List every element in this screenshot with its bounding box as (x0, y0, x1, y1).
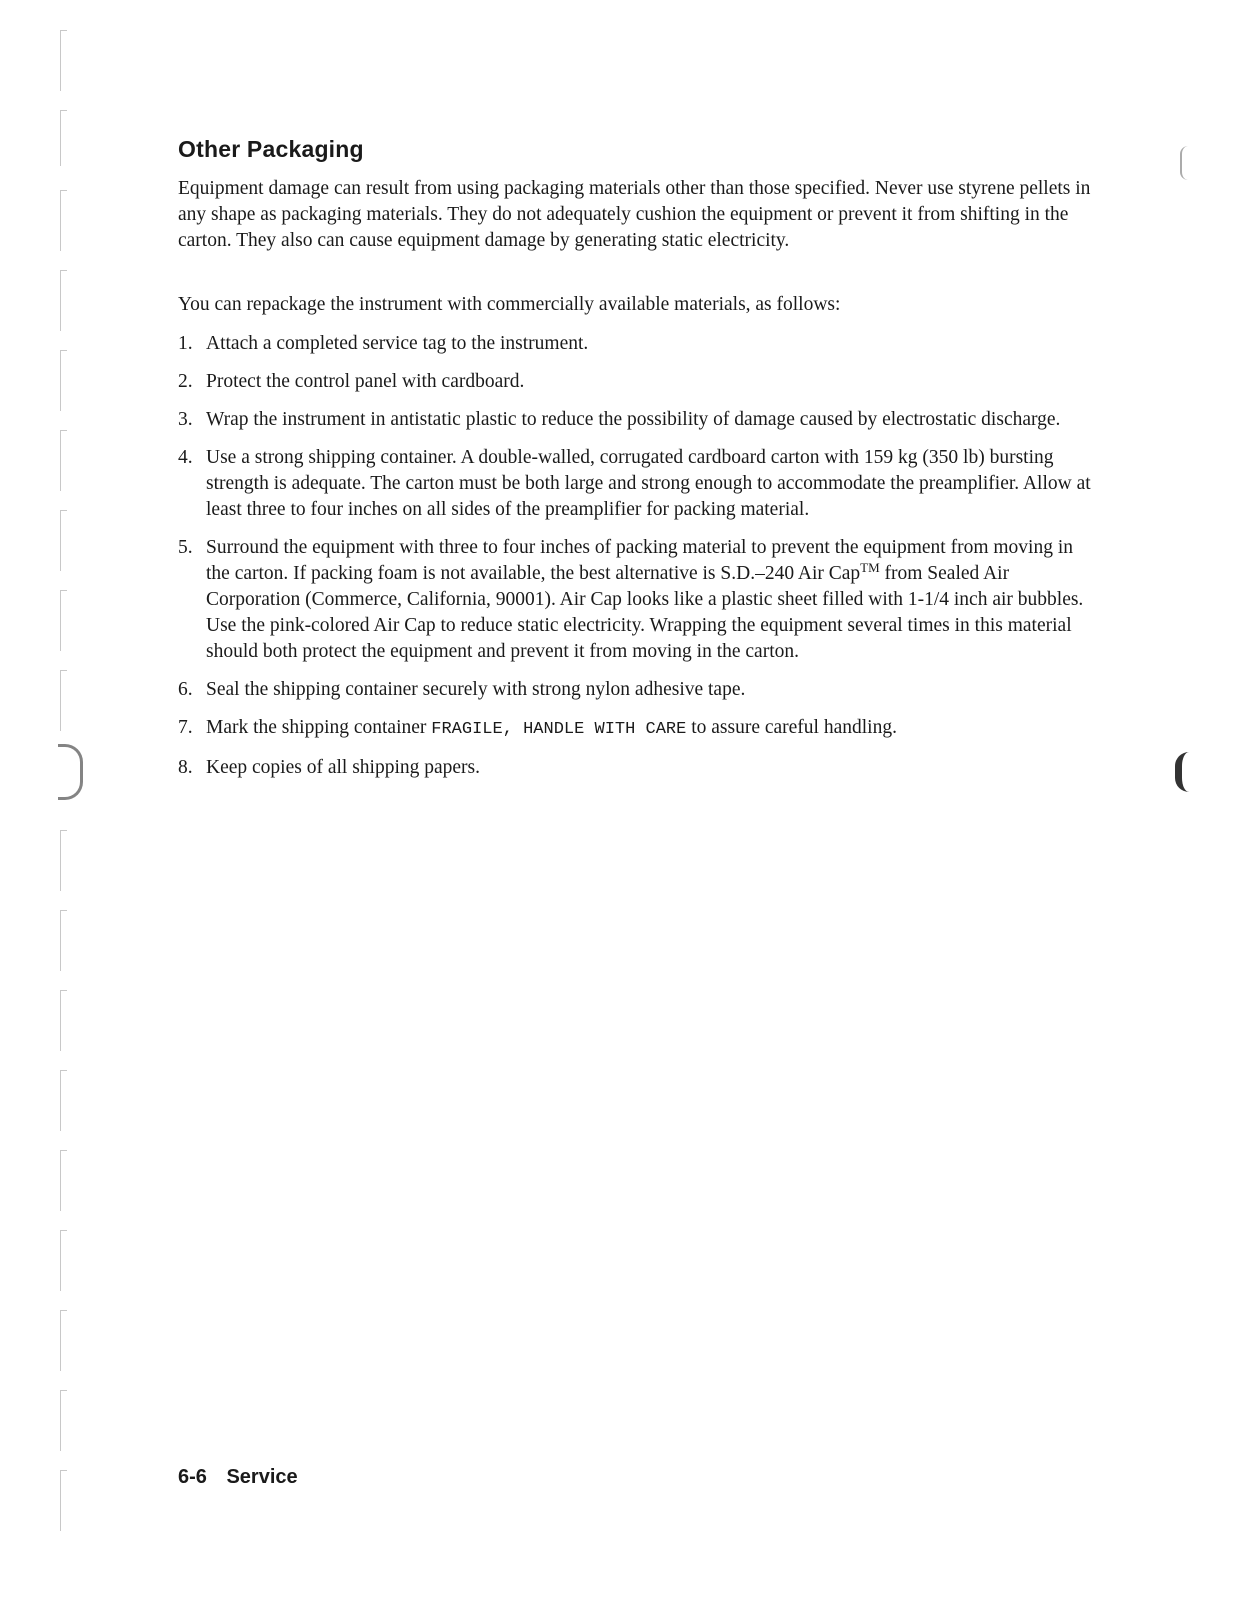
step-text-part: Mark the shipping container (206, 717, 432, 738)
step-text: Keep copies of all shipping papers. (206, 757, 481, 778)
page-number: 6-6 (178, 1466, 207, 1488)
trademark-superscript: TM (860, 560, 880, 575)
label-text-monospace: FRAGILE, HANDLE WITH CARE (431, 720, 687, 739)
scan-edge-mark (1180, 146, 1188, 180)
step-text: Use a strong shipping container. A double-walled, corrugated cardboard carton with 159 kg (350 lb) bursting strength is adequate. The carton must be both large and strong enough to accommodate the preamplifier. Allow at least three to four inches on all sides of the preamplifier for packing material. (206, 447, 1091, 520)
intro-paragraph: Equipment damage can result from using packaging materials other than those specified. Never use styrene pellets in any shape as packaging materials. They do not adequately cushion the equipment or prevent it from shifting in the carton. They also can cause equipment damage by generating static electricity. (178, 178, 1091, 251)
step-number: 2. (178, 371, 193, 392)
step-text: Seal the shipping container securely with strong nylon adhesive tape. (206, 679, 746, 700)
step-text: Attach a completed service tag to the instrument. (206, 333, 589, 354)
binder-hole-mark (58, 744, 83, 800)
packaging-steps-list (178, 331, 1098, 793)
step-number: 4. (178, 447, 193, 468)
step-number: 3. (178, 409, 193, 430)
footer-section-name: Service (226, 1466, 298, 1488)
step-number: 1. (178, 333, 193, 354)
step-number: 8. (178, 757, 193, 778)
list-item (178, 369, 1098, 395)
step-text: Wrap the instrument in antistatic plastic to reduce the possibility of damage caused by electrostatic discharge. (206, 409, 1061, 430)
list-item (178, 407, 1098, 433)
step-text-part: from Sealed Air Corporation (Commerce, California, 90001). Air Cap looks like a plastic sheet filled with 1-1/4 inch air bubbles. Use the pink-colored Air Cap to reduce static electricity. Wrapping the equipment several times in this material should both protect the equipment and prevent it from moving in the carton. (206, 563, 1084, 662)
step-text: Protect the control panel with cardboard. (206, 371, 525, 392)
list-item (178, 755, 1098, 781)
lead-paragraph: You can repackage the instrument with commercially available materials, as follows: (178, 294, 841, 315)
binder-hole-mark-right (1175, 752, 1196, 792)
step-text-part: Surround the equipment with three to four inches of packing material to prevent the equipment from moving in the carton. If packing foam is not available, the best alternative is S.D.–240 Air Cap (206, 537, 1073, 584)
list-item (178, 677, 1098, 703)
page-footer (178, 1466, 298, 1489)
list-item (178, 331, 1098, 357)
list-item (178, 445, 1098, 523)
section-heading: Other Packaging (178, 136, 364, 162)
list-item (178, 715, 1098, 743)
step-text-part: to assure careful handling. (686, 717, 897, 738)
list-item (178, 535, 1098, 665)
step-number: 7. (178, 717, 193, 738)
step-number: 5. (178, 537, 193, 558)
step-number: 6. (178, 679, 193, 700)
